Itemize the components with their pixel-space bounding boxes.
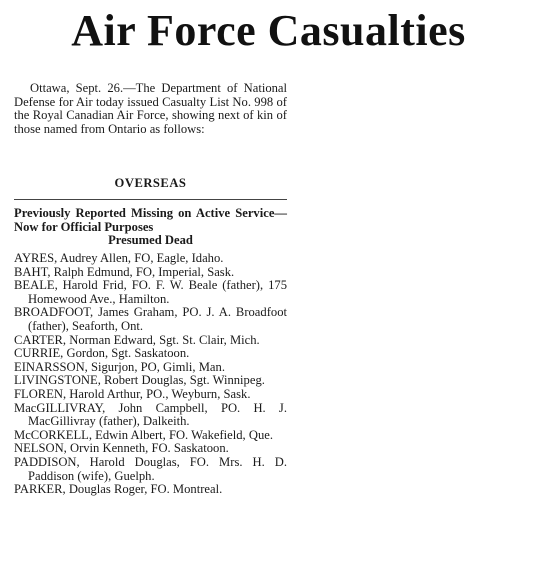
intro-paragraph: Ottawa, Sept. 26.—The Department of National Defense for Air today issued Casualty List No. 998 of the Royal Canadian Air Force, showing next of kin of those named from Ontario as follows: bbox=[14, 81, 287, 136]
casualty-entry: BEALE, Harold Frid, FO. F. W. Beale (father), 175 Homewood Ave., Hamilton. bbox=[14, 278, 287, 306]
casualty-entry: EINARSSON, Sigurjon, PO, Gimli, Man. bbox=[14, 359, 225, 374]
casualty-list bbox=[14, 252, 287, 497]
casualty-entry: CURRIE, Gordon, Sgt. Saskatoon. bbox=[14, 346, 190, 361]
casualty-entry: LIVINGSTONE, Robert Douglas, Sgt. Winnipeg. bbox=[14, 373, 265, 388]
casualty-entry: BROADFOOT, James Graham, PO. J. A. Broadfoot (father), Seaforth, Ont. bbox=[14, 305, 287, 333]
subheading-last-line: Presumed Dead bbox=[108, 233, 193, 248]
casualty-entry: MacGILLIVRAY, John Campbell, PO. H. J. MacGillivray (father), Dalkeith. bbox=[14, 400, 287, 429]
casualty-entry: BAHT, Ralph Edmund, FO, Imperial, Sask. bbox=[14, 264, 235, 279]
section-divider bbox=[14, 199, 287, 200]
headline: Air Force Casualties bbox=[71, 6, 466, 55]
casualty-entry: PARKER, Douglas Roger, FO. Montreal. bbox=[14, 482, 223, 497]
casualty-entry: CARTER, Norman Edward, Sgt. St. Clair, Mich. bbox=[14, 332, 260, 347]
section-heading: OVERSEAS bbox=[114, 176, 187, 190]
casualty-entry: AYRES, Audrey Allen, FO, Eagle, Idaho. bbox=[14, 251, 224, 265]
casualty-entry: NELSON, Orvin Kenneth, FO. Saskatoon. bbox=[14, 441, 229, 456]
subheading-main: Previously Reported Missing on Active Service—Now for Official Purposes bbox=[14, 206, 287, 234]
casualty-entry: FLOREN, Harold Arthur, PO., Weyburn, Sask. bbox=[14, 386, 251, 401]
subheading bbox=[14, 207, 287, 248]
casualty-entry: PADDISON, Harold Douglas, FO. Mrs. H. D. Paddison (wife), Guelph. bbox=[14, 454, 287, 483]
casualty-entry: McCORKELL, Edwin Albert, FO. Wakefield, Que. bbox=[14, 427, 273, 442]
